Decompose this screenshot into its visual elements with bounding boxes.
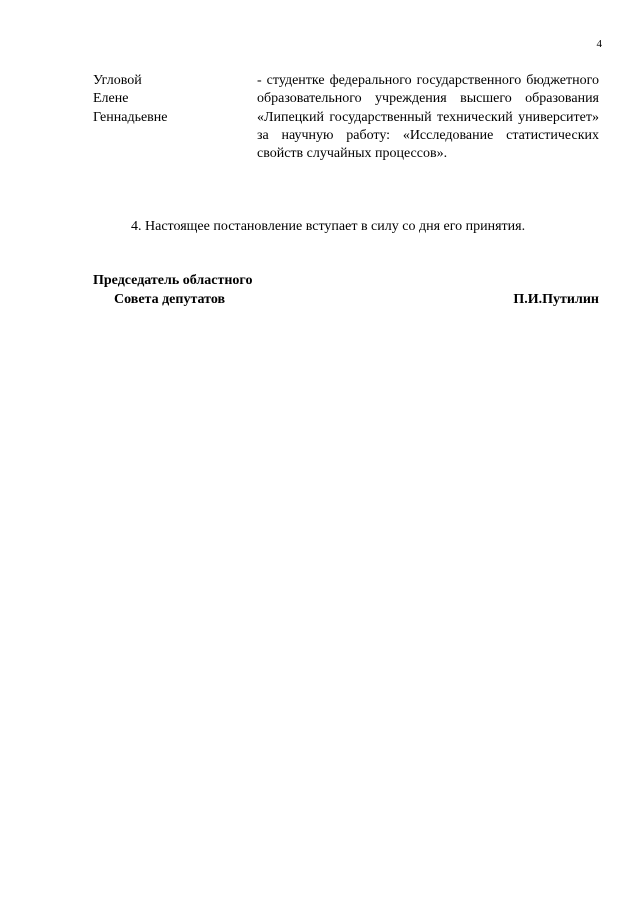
recipient-name — [93, 72, 257, 163]
signatory-name: П.И.Путилин — [513, 292, 599, 307]
award-recipient-entry — [93, 72, 599, 163]
effective-date-paragraph: 4. Настоящее постановление вступает в силу со дня его принятия. — [131, 219, 526, 234]
recipient-first-name: Елене — [93, 91, 129, 107]
signatory-title-line-1: Председатель областного — [93, 273, 253, 288]
signatory-title-line-2: Совета депутатов — [114, 292, 226, 307]
page-number: 4 — [596, 38, 602, 50]
signature-block — [93, 272, 599, 312]
recipient-surname: Угловой — [93, 73, 142, 88]
recipient-patronymic: Геннадьевне — [93, 109, 168, 125]
recipient-award-description: - студентке федерального государственного бюджетного образовательного учреждения высшего образования «Липецкий государственный технический университет» за научную работу: «Исследование статистических свойств случайных процессов». — [257, 73, 599, 162]
